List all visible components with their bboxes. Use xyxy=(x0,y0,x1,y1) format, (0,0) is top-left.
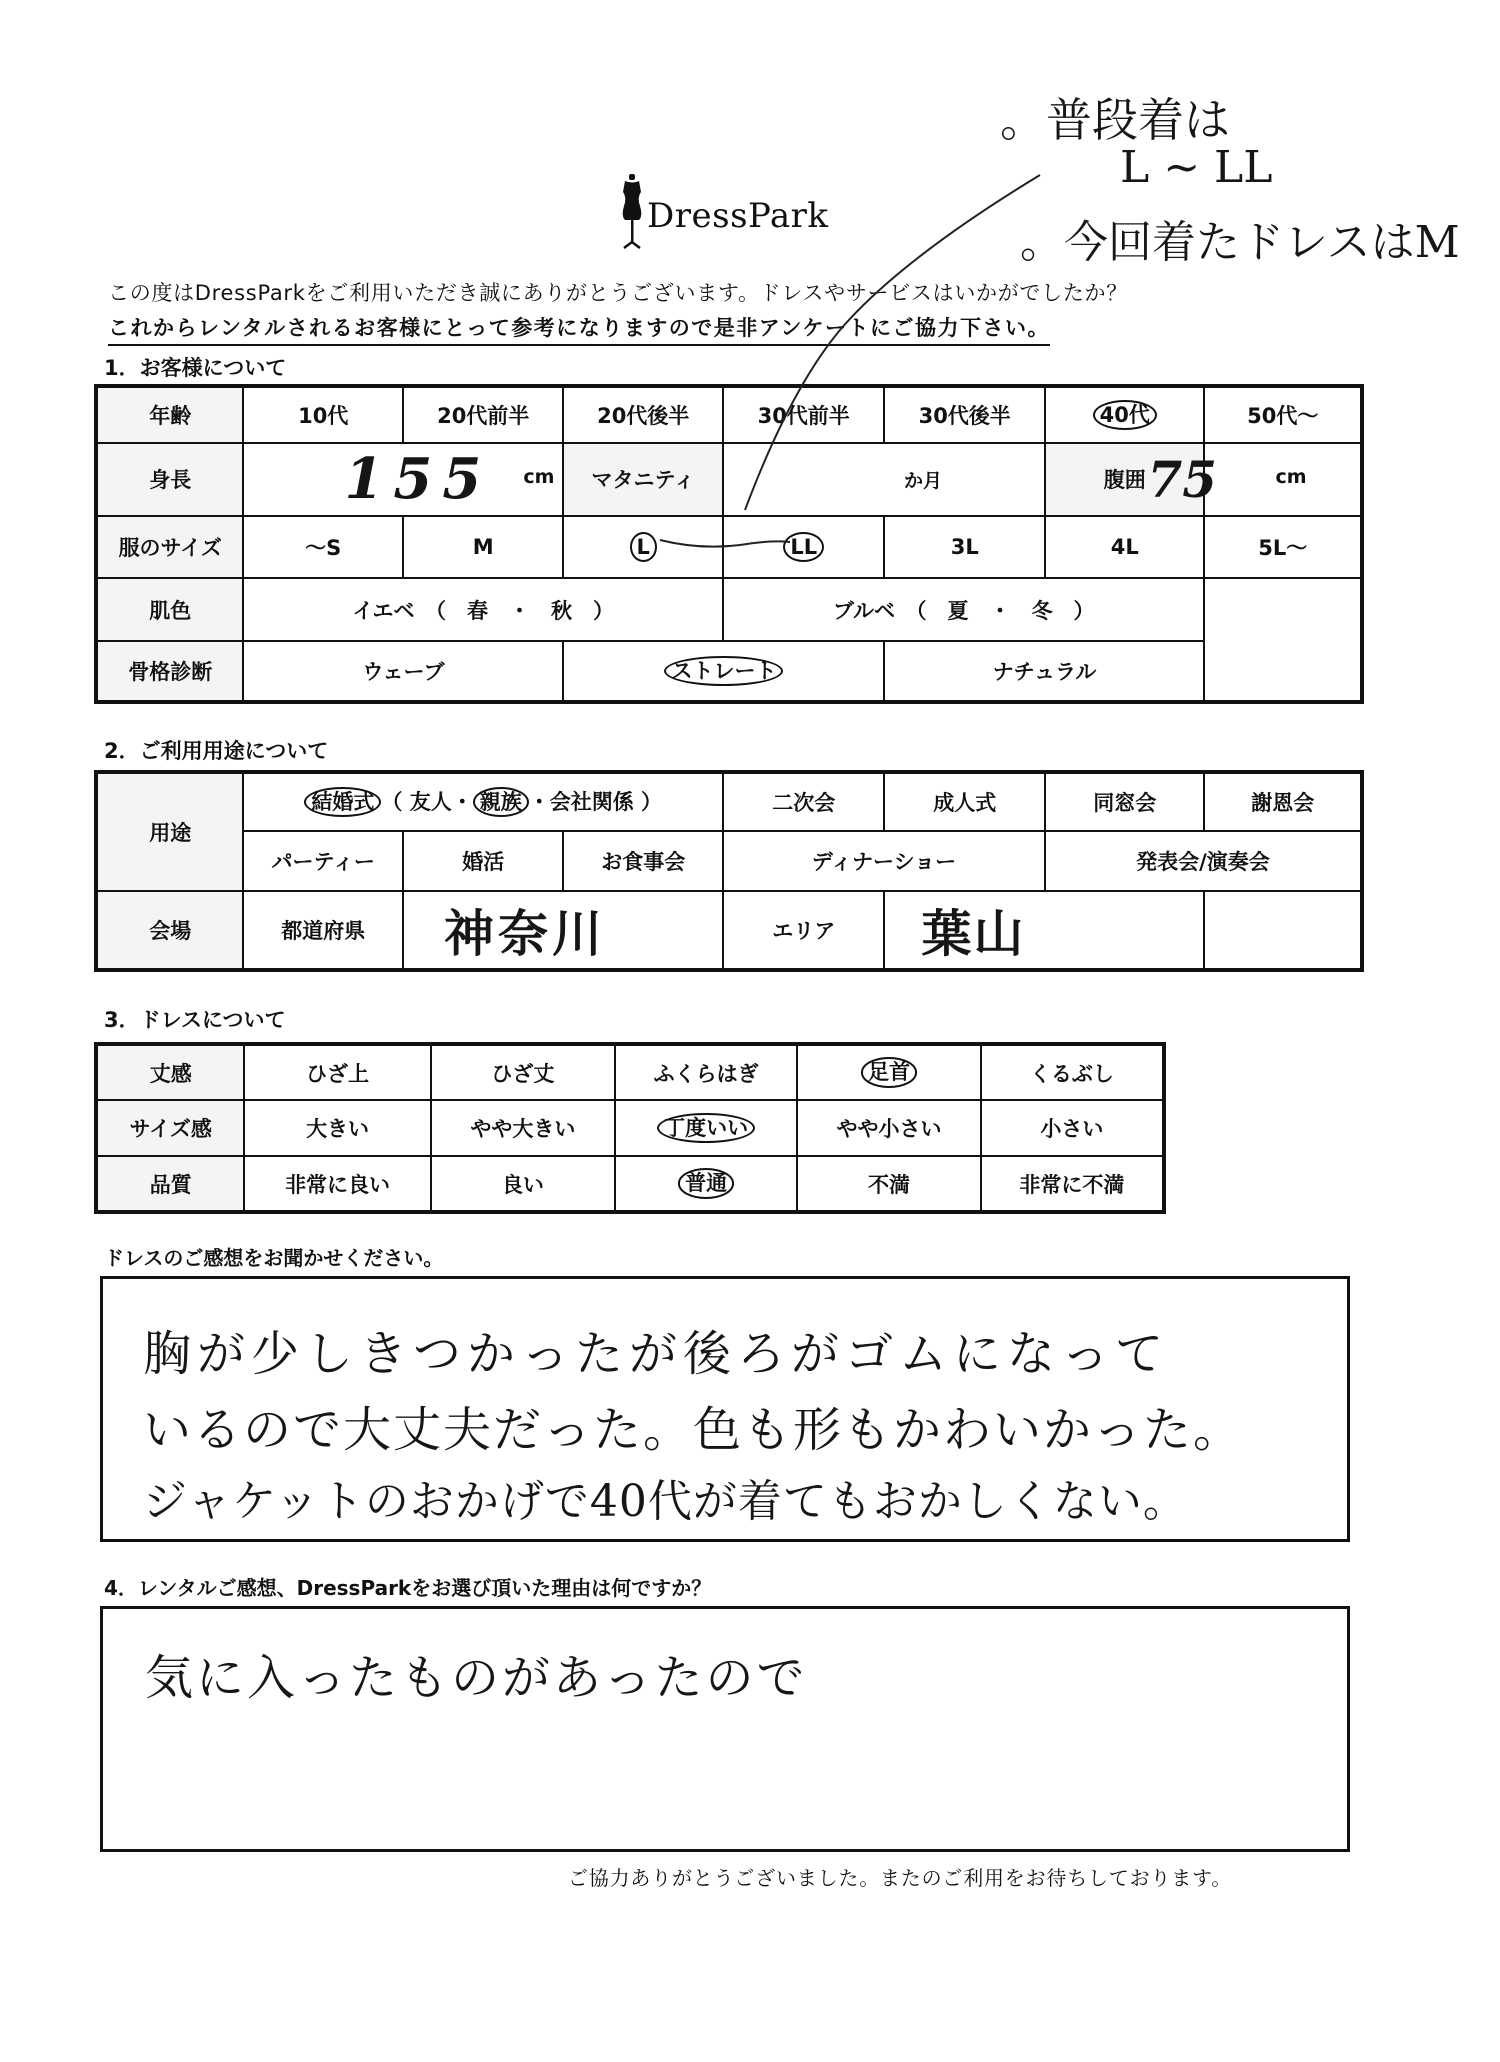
blank-cell xyxy=(1204,641,1362,702)
fit-option-selected[interactable] xyxy=(615,1100,797,1156)
purpose-option[interactable]: 二次会 xyxy=(723,772,885,831)
purpose-table xyxy=(94,770,1364,972)
length-option[interactable]: ふくらはぎ xyxy=(615,1044,797,1100)
impressions-line3: ジャケットのおかげで40代が着てもおかしくない。 xyxy=(143,1476,1188,1527)
margin-note-line2: L ~ LL xyxy=(1120,142,1273,193)
impressions-line1: 胸が少しきつかったが後ろがゴムになって xyxy=(143,1326,1170,1382)
area-label: エリア xyxy=(723,891,885,970)
blank-cell xyxy=(1204,891,1362,970)
size-option[interactable]: M xyxy=(403,516,564,579)
age-option[interactable]: 10代 xyxy=(243,386,403,443)
frame-selected-circle: ストレート xyxy=(664,656,783,686)
purpose-option[interactable]: パーティー xyxy=(243,831,403,892)
purpose-option[interactable]: ディナーショー xyxy=(723,831,1045,892)
length-option[interactable]: くるぶし xyxy=(981,1044,1164,1100)
dress-table xyxy=(94,1042,1166,1214)
quality-option[interactable]: 良い xyxy=(431,1156,615,1212)
age-option[interactable]: 20代後半 xyxy=(563,386,723,443)
quality-option[interactable]: 非常に良い xyxy=(244,1156,430,1212)
logo xyxy=(615,172,845,252)
age-option[interactable]: 30代後半 xyxy=(884,386,1045,443)
relative-selected-circle: 親族 xyxy=(473,787,529,817)
prefecture-value: 神奈川 xyxy=(443,904,606,964)
size-option[interactable]: 5L～ xyxy=(1204,516,1362,579)
footer-thanks: ご協力ありがとうございました。またのご利用をお待ちしております。 xyxy=(568,1866,1232,1890)
frame-option[interactable]: ウェーブ xyxy=(243,641,563,702)
intro-text: この度はDressParkをご利用いただき誠にありがとうございます。ドレスやサービスはいかがでしたか？ xyxy=(108,281,1128,305)
length-label: 丈感 xyxy=(96,1044,244,1100)
venue-label: 会場 xyxy=(96,891,243,970)
age-selected-circle: 40代 xyxy=(1093,400,1157,430)
purpose-label: 用途 xyxy=(96,772,243,891)
section2-title: 2．ご利用用途について xyxy=(104,739,329,763)
length-option[interactable]: ひざ丈 xyxy=(431,1044,615,1100)
fit-option[interactable]: 小さい xyxy=(981,1100,1164,1156)
margin-note-line1: 。普段着は xyxy=(1000,93,1230,147)
margin-note-line3: 。今回着たドレスはM xyxy=(1020,217,1460,268)
purpose-option[interactable]: 同窓会 xyxy=(1045,772,1205,831)
fit-option[interactable]: やや小さい xyxy=(797,1100,980,1156)
logo-wordmark: DressPark xyxy=(647,196,829,236)
height-unit: cm xyxy=(523,465,555,488)
fit-option[interactable]: やや大きい xyxy=(431,1100,615,1156)
size-option-selected[interactable] xyxy=(563,516,723,579)
size-option[interactable]: ～S xyxy=(243,516,403,579)
wedding-selected-circle: 結婚式 xyxy=(304,787,381,817)
skin-cool-option[interactable]: ブルベ （ 夏 ・ 冬 ） xyxy=(723,578,1205,641)
age-option-selected[interactable] xyxy=(1045,386,1205,443)
fit-selected-circle: 丁度いい xyxy=(657,1113,755,1143)
waist-unit: cm xyxy=(1275,465,1307,488)
age-option[interactable]: 20代前半 xyxy=(403,386,564,443)
length-option[interactable]: ひざ上 xyxy=(244,1044,430,1100)
wedding-open: （ 友人・ xyxy=(381,790,473,815)
intro-bold-text: これからレンタルされるお客様にとって参考になりますので是非アンケートにご協力下さい。 xyxy=(108,312,1050,346)
skin-label: 肌色 xyxy=(96,578,243,641)
size-label: 服のサイズ xyxy=(96,516,243,579)
reason-box[interactable] xyxy=(100,1606,1350,1852)
frame-option-selected[interactable] xyxy=(563,641,884,702)
age-label: 年齢 xyxy=(96,386,243,443)
purpose-option[interactable]: お食事会 xyxy=(563,831,723,892)
quality-option[interactable]: 非常に不満 xyxy=(981,1156,1164,1212)
dress-form-icon xyxy=(615,172,649,252)
age-option[interactable]: 30代前半 xyxy=(723,386,885,443)
maternity-field[interactable] xyxy=(723,443,1045,516)
wedding-option[interactable] xyxy=(243,772,723,831)
age-option[interactable]: 50代～ xyxy=(1204,386,1362,443)
fit-option[interactable]: 大きい xyxy=(244,1100,430,1156)
maternity-unit: か月 xyxy=(903,469,942,492)
prefecture-field[interactable] xyxy=(403,891,723,970)
prefecture-label: 都道府県 xyxy=(243,891,403,970)
size-option-selected[interactable] xyxy=(723,516,885,579)
waist-value: 75 xyxy=(1147,449,1218,509)
frame-label: 骨格診断 xyxy=(96,641,243,702)
length-selected-circle: 足首 xyxy=(861,1057,917,1087)
impressions-box[interactable] xyxy=(100,1276,1350,1542)
section1-title: 1．お客様について xyxy=(104,356,287,380)
purpose-option[interactable]: 謝恩会 xyxy=(1204,772,1362,831)
reason-answer: 気に入ったものがあったので xyxy=(145,1650,808,1706)
waist-label: 腹囲 xyxy=(1045,443,1205,516)
height-label: 身長 xyxy=(96,443,243,516)
purpose-option[interactable]: 婚活 xyxy=(403,831,564,892)
height-field[interactable] xyxy=(243,443,563,516)
purpose-option[interactable]: 成人式 xyxy=(884,772,1045,831)
blank-cell xyxy=(1204,578,1362,641)
section3-title: 3．ドレスについて xyxy=(104,1008,286,1032)
impressions-line2: いるので大丈夫だった。色も形もかわいかった。 xyxy=(143,1402,1244,1458)
maternity-label: マタニティ xyxy=(563,443,723,516)
quality-selected-circle: 普通 xyxy=(678,1168,734,1198)
waist-field[interactable] xyxy=(1147,443,1362,516)
quality-option[interactable]: 不満 xyxy=(797,1156,980,1212)
customer-table xyxy=(94,384,1364,704)
area-field[interactable] xyxy=(884,891,1204,970)
impressions-prompt: ドレスのご感想をお聞かせください。 xyxy=(104,1246,444,1270)
skin-warm-option[interactable]: イエベ （ 春 ・ 秋 ） xyxy=(243,578,723,641)
area-value: 葉山 xyxy=(921,904,1026,964)
size-option[interactable]: 4L xyxy=(1045,516,1205,579)
wedding-close: ・会社関係 ） xyxy=(528,790,663,815)
size-selected-circle: LL xyxy=(783,532,824,562)
purpose-option[interactable]: 発表会/演奏会 xyxy=(1045,831,1362,892)
fit-label: サイズ感 xyxy=(96,1100,244,1156)
size-selected-circle: L xyxy=(630,532,657,562)
section4-prompt: 4．レンタルご感想、DressParkをお選び頂いた理由は何ですか？ xyxy=(104,1576,712,1600)
length-option-selected[interactable] xyxy=(797,1044,980,1100)
quality-label: 品質 xyxy=(96,1156,244,1212)
size-option[interactable]: 3L xyxy=(884,516,1045,579)
height-value: 155 xyxy=(344,445,492,512)
quality-option-selected[interactable] xyxy=(615,1156,797,1212)
frame-option[interactable]: ナチュラル xyxy=(884,641,1204,702)
